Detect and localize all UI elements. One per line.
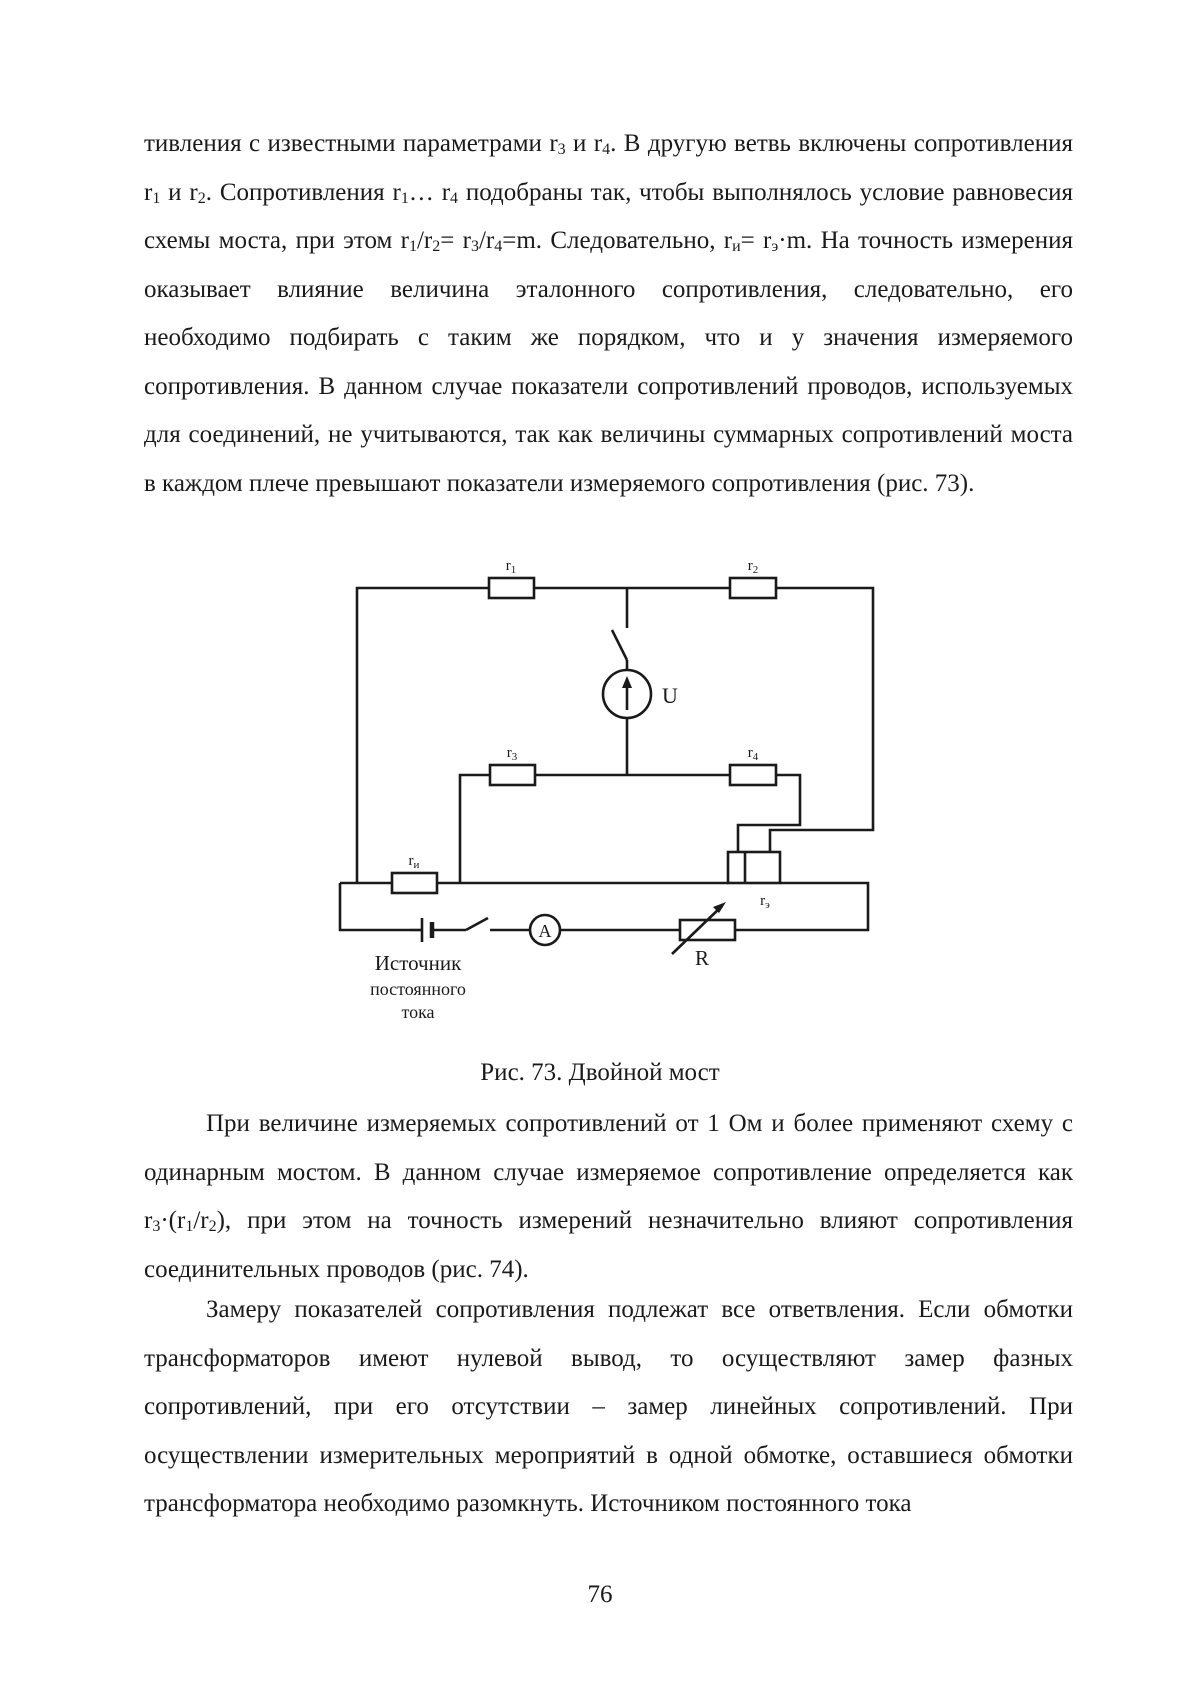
subscript: 3	[558, 141, 566, 158]
wire-middle-branch-left	[460, 775, 490, 883]
subscript: э	[771, 238, 778, 255]
subscript: 2	[432, 238, 440, 255]
wire-top-branch	[357, 588, 873, 883]
switch-blade	[612, 630, 627, 660]
subscript: 2	[209, 1218, 217, 1235]
label-r4: r4	[748, 745, 759, 763]
label-ammeter: A	[539, 921, 552, 941]
subscript: 1	[409, 238, 417, 255]
subscript: и	[732, 238, 741, 255]
label-source-line-1: Источник	[375, 951, 462, 975]
resistor-r4	[730, 765, 776, 785]
subscript: 1	[401, 190, 409, 207]
paragraph-3: Замеру показателей сопротивления подлежат все ответвления. Если обмотки трансформаторов имеют нулевой вывод, то осуществляют замер фазных сопротивлений, при его отсутствии – замер линейных сопротивлений. При осуществлении измерительных мероприятий в одной обмотке, оставшиеся обмотки трансформатора необходимо разомкнуть. Источником постоянного тока	[144, 1286, 1073, 1529]
label-ri: rи	[409, 853, 420, 871]
label-voltmeter: U	[662, 683, 678, 708]
label-r1: r1	[506, 558, 517, 576]
label-source-line-2: постоянного	[370, 979, 466, 999]
label-r2: r2	[748, 558, 759, 576]
resistor-re	[728, 852, 780, 883]
subscript: 2	[198, 190, 206, 207]
resistor-r3	[490, 765, 535, 785]
page-number: 76	[0, 1580, 1200, 1610]
resistor-ri	[392, 873, 437, 893]
battery-icon	[410, 918, 432, 942]
subscript: 4	[450, 190, 458, 207]
subscript: 3	[471, 238, 479, 255]
figure-caption: Рис. 73. Двойной мост	[0, 1058, 1200, 1088]
subscript: 1	[152, 190, 160, 207]
subscript: 4	[602, 141, 610, 158]
label-source-line-3: тока	[401, 1002, 434, 1022]
subscript: 3	[152, 1218, 160, 1235]
resistor-r1	[489, 578, 534, 598]
paragraph-2: При величине измеряемых сопротивлений от 1 Ом и более применяют схему с одинарным мостом. В данном случае измеряемое сопротивление определяется как r3·(r1/r2), при этом на точность измерений незначительно влияют сопротивления соединительных проводов (рис. 74).	[144, 1100, 1073, 1294]
label-rheostat: R	[695, 946, 709, 970]
paragraph-1: тивления с известными параметрами r3 и r4. В другую ветвь включены сопротивления r1 и r2. Сопротивления r1… r4 подобраны так, чтобы выполнялось условие равновесия схемы моста, при этом r1/r2= r3/r4=m. Следовательно, rи= rэ·m. На точность измерения оказывает влияние величина эталонного сопротивления, следовательно, его необходимо подбирать с таким же порядком, что и у значения измеряемого сопротивления. В данном случае показатели сопротивлений проводов, используемых для соединений, не учитываются, так как величины суммарных сопротивлений моста в каждом плече превышают показатели измеряемого сопротивления (рис. 73).	[144, 120, 1073, 508]
source-switch-blade	[466, 918, 488, 930]
label-r3: r3	[507, 745, 518, 763]
subscript: 4	[494, 238, 502, 255]
wire-main-right	[735, 883, 868, 930]
label-re: rэ	[760, 893, 770, 911]
resistor-r2	[730, 578, 776, 598]
subscript: 1	[185, 1218, 193, 1235]
